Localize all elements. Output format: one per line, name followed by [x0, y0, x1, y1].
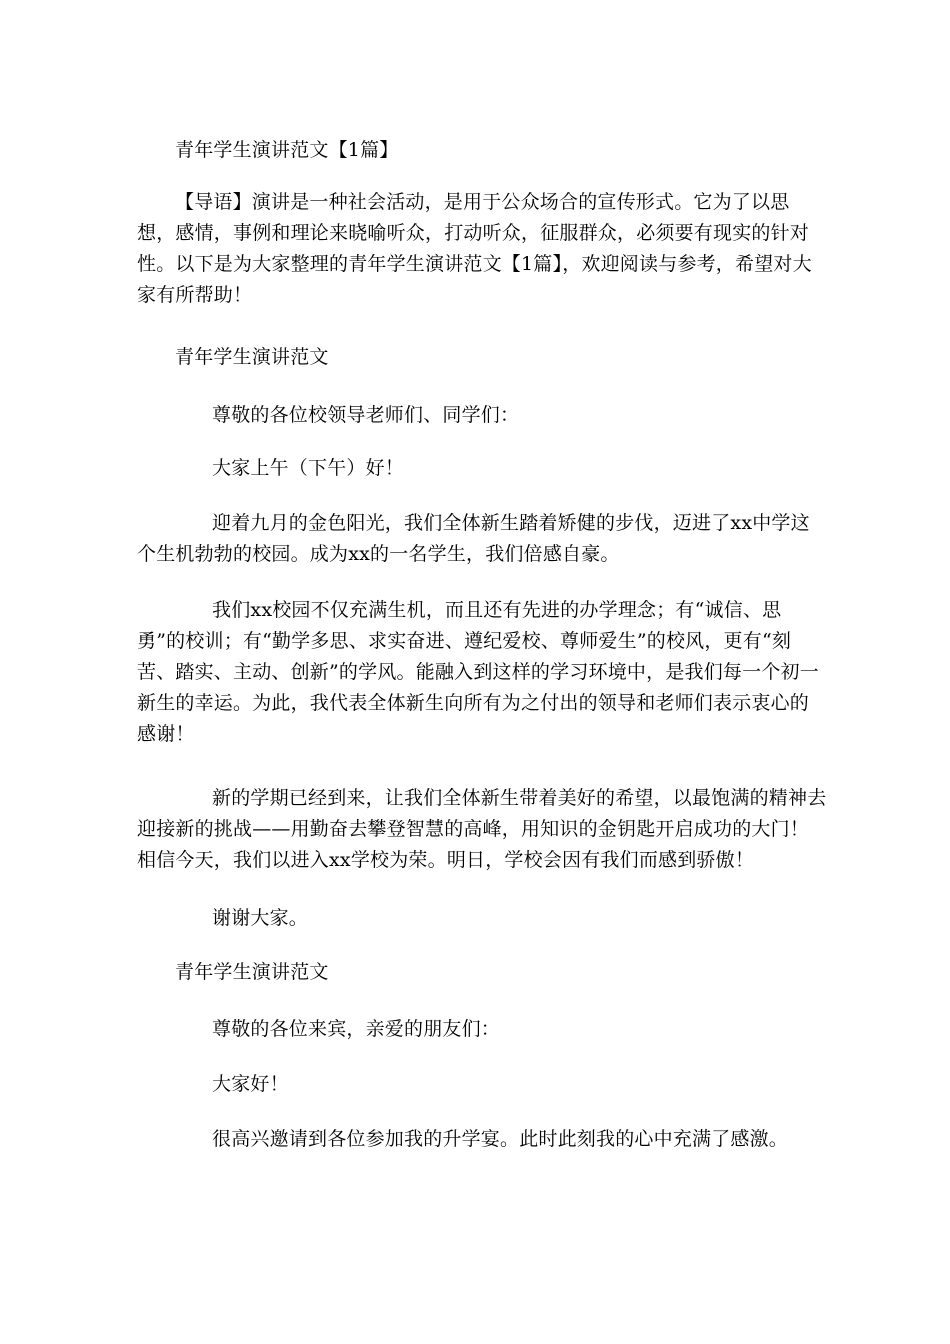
greeting-1: 大家上午（下午）好！ [212, 457, 405, 479]
section-title-2: 青年学生演讲范文 [175, 961, 329, 983]
salutation-2: 尊敬的各位来宾，亲爱的朋友们： [212, 1018, 501, 1040]
paragraph-2: 我们xx校园不仅充满生机，而且还有先进的办学理念；有“诚信、思勇”的校训；有“勤学多思、求实奋进、遵纪爱校、尊师爱生”的校风，更有“刻苦、踏实、主动、创新”的学风。能融入到这样的学习环境中，是我们每一个初一新生的幸运。为此，我代表全体新生向所有为之付出的领导和老师们表示衷心的感谢！ [137, 599, 819, 745]
document-title: 青年学生演讲范文【1篇】 [175, 139, 399, 161]
greeting-2: 大家好！ [212, 1073, 289, 1095]
paragraph-3: 新的学期已经到来，让我们全体新生带着美好的希望，以最饱满的精神去迎接新的挑战——用勤奋去攀登智慧的高峰，用知识的金钥匙开启成功的大门！相信今天，我们以进入xx学校为荣。明日，学校会因有我们而感到骄傲！ [137, 787, 827, 871]
salutation-1: 尊敬的各位校领导老师们、同学们： [212, 404, 520, 426]
intro-paragraph: 【导语】演讲是一种社会活动，是用于公众场合的宣传形式。它为了以思想，感情，事例和理论来晓喻听众，打动听众，征服群众，必须要有现实的针对性。以下是为大家整理的青年学生演讲范文【1篇】，欢迎阅读与参考，希望对大家有所帮助！ [137, 191, 812, 306]
paragraph-4: 很高兴邀请到各位参加我的升学宴。此时此刻我的心中充满了感激。 [212, 1128, 789, 1150]
section-title-1: 青年学生演讲范文 [175, 346, 329, 368]
closing-1: 谢谢大家。 [212, 907, 309, 929]
paragraph-1: 迎着九月的金色阳光，我们全体新生踏着矫健的步伐，迈进了xx中学这个生机勃勃的校园。成为xx的一名学生，我们倍感自豪。 [137, 512, 810, 565]
